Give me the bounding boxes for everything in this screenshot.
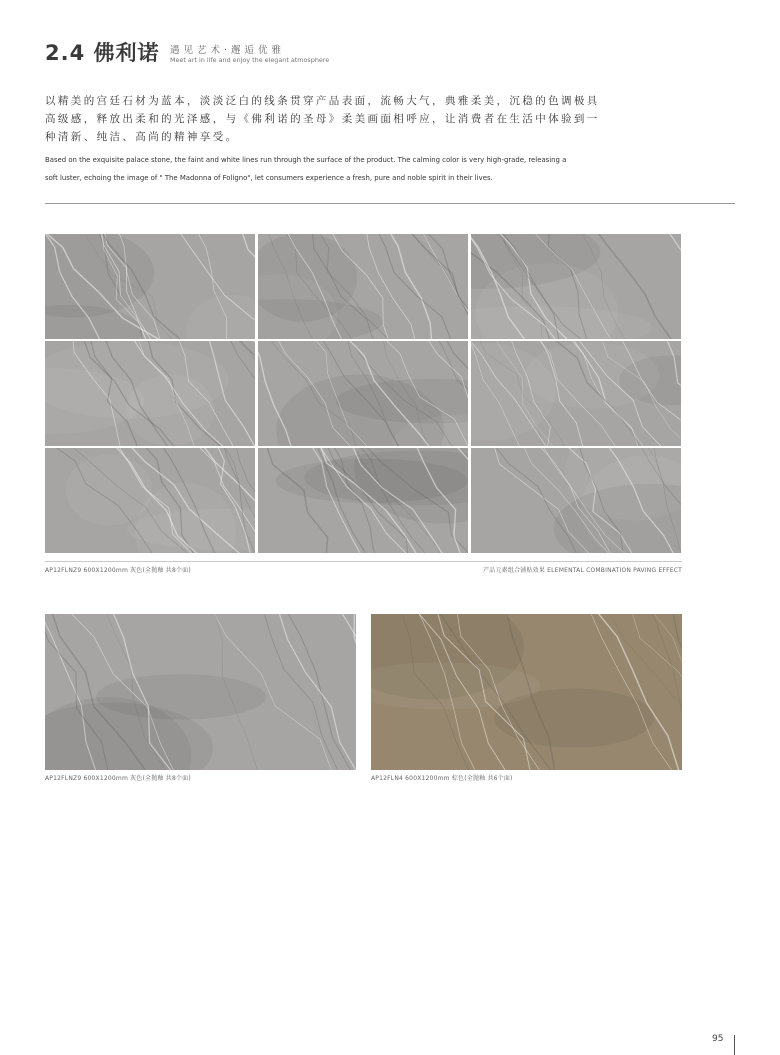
tile-image	[258, 448, 468, 553]
marble-texture	[258, 448, 468, 553]
marble-texture	[471, 448, 681, 553]
section-divider	[45, 203, 735, 204]
intro-paragraph-cn	[45, 92, 600, 146]
combination-caption-left: AP12FLNZ9 600X1200mm 灰色(全抛釉 共8个面)	[45, 567, 191, 574]
marble-texture	[45, 614, 356, 770]
tile-image	[471, 341, 681, 446]
intro-cn-line: 高级感，释放出柔和的光泽感，与《佛利诺的圣母》柔美画面相呼应，让消费者在生活中体验到一	[45, 113, 600, 125]
marble-texture	[45, 234, 255, 339]
tile-image	[471, 234, 681, 339]
combination-caption-right: 产品元素组合铺贴效果 ELEMENTAL COMBINATION PAVING EFFECT	[483, 567, 682, 574]
product-image-grey	[45, 614, 356, 770]
marble-texture	[258, 234, 468, 339]
marble-texture	[471, 341, 681, 446]
caption-divider	[45, 561, 682, 562]
tile-image	[471, 448, 681, 553]
combination-paving-grid	[45, 234, 682, 553]
section-subtitle-cn: 遇见艺术·邂逅优雅	[170, 45, 286, 56]
page-number-bar	[734, 1035, 735, 1055]
marble-texture	[371, 614, 682, 770]
section-subtitle-en: Meet art in life and enjoy the elegant atmosphere	[170, 56, 330, 64]
tile-image	[45, 234, 255, 339]
marble-texture	[471, 234, 681, 339]
intro-cn-line: 种清新、纯洁、高尚的精神享受。	[45, 131, 239, 143]
marble-texture	[258, 341, 468, 446]
marble-texture	[45, 341, 255, 446]
intro-en-line: Based on the exquisite palace stone, the faint and white lines run through the surface of the product. The calming color is very high-grade, releasing a	[45, 156, 567, 164]
product-image-brown	[371, 614, 682, 770]
marble-texture	[45, 448, 255, 553]
product-caption-brown: AP12FLN4 600X1200mm 棕色(全抛釉 共6个面)	[371, 775, 513, 782]
tile-image	[45, 448, 255, 553]
product-caption-grey: AP12FLNZ9 600X1200mm 灰色(全抛釉 共8个面)	[45, 775, 191, 782]
intro-en-line: soft luster, echoing the image of " The Madonna of Foligno", let consumers experience a fresh, pure and noble spirit in their lives.	[45, 174, 493, 182]
tile-image	[45, 341, 255, 446]
intro-cn-line: 以精美的宫廷石材为蓝本，淡淡泛白的线条贯穿产品表面，流畅大气，典雅柔美，沉稳的色调极具	[45, 95, 600, 107]
tile-image	[258, 234, 468, 339]
intro-paragraph-en	[45, 151, 605, 187]
page-number: 95	[712, 1034, 724, 1044]
section-title: 2.4 佛利诺	[45, 41, 160, 65]
tile-image	[258, 341, 468, 446]
